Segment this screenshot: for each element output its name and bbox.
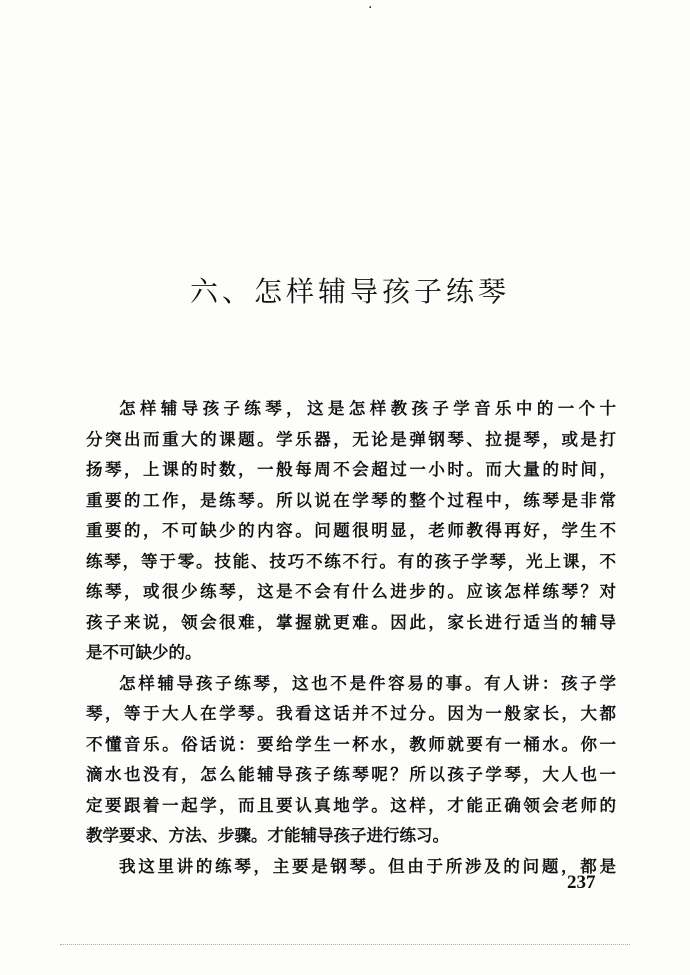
text-line: 教学要求、方法、步骤。才能辅导孩子进行练习。 xyxy=(86,826,449,845)
text-line: 琴，等于大人在学琴。我看这话并不过分。因为一般家长，大都 xyxy=(86,704,616,723)
text-line: 怎样辅导孩子练琴，这是怎样教孩子学音乐中的一个十 xyxy=(119,399,616,418)
text-line: 滴水也没有，怎么能辅导孩子练琴呢？所以孩子学琴，大人也一 xyxy=(86,765,616,784)
body-text xyxy=(86,394,616,882)
text-line: 孩子来说，领会很难，掌握就更难。因此，家长进行适当的辅导 xyxy=(86,612,616,632)
text-line: 练琴，或很少练琴，这是不会有什么进步的。应该怎样练琴？对 xyxy=(86,582,616,601)
text-line: 不懂音乐。俗话说：要给学生一杯水，教师就要有一桶水。你一 xyxy=(86,734,616,754)
top-mark: · xyxy=(368,0,373,16)
text-line: 重要的工作，是练琴。所以说在学琴的整个过程中，练琴是非常 xyxy=(86,490,616,510)
text-line: 定要跟着一起学，而且要认真地学。这样，才能正确领会老师的 xyxy=(86,795,616,815)
paragraph xyxy=(86,852,616,883)
text-line: 扬琴，上课的时数，一般每周不会超过一小时。而大量的时间， xyxy=(86,460,616,479)
scan-noise-divider xyxy=(60,944,630,949)
text-line: 练琴，等于零。技能、技巧不练不行。有的孩子学琴，光上课，不 xyxy=(86,551,616,571)
text-line: 重要的，不可缺少的内容。问题很明显，老师教得再好，学生不 xyxy=(86,521,616,540)
paragraph xyxy=(86,394,616,669)
paragraph xyxy=(86,669,616,852)
text-line: 我这里讲的练琴，主要是钢琴。但由于所涉及的问题，都是 xyxy=(119,856,616,876)
text-line: 是不可缺少的。 xyxy=(86,643,202,662)
page-number: 237 xyxy=(567,872,596,893)
text-line: 分突出而重大的课题。学乐器，无论是弹钢琴、拉提琴，或是打 xyxy=(86,429,616,449)
chapter-title: 六、怎样辅导孩子练琴 xyxy=(189,275,510,308)
text-line: 怎样辅导孩子练琴，这也不是件容易的事。有人讲：孩子学 xyxy=(119,673,616,693)
